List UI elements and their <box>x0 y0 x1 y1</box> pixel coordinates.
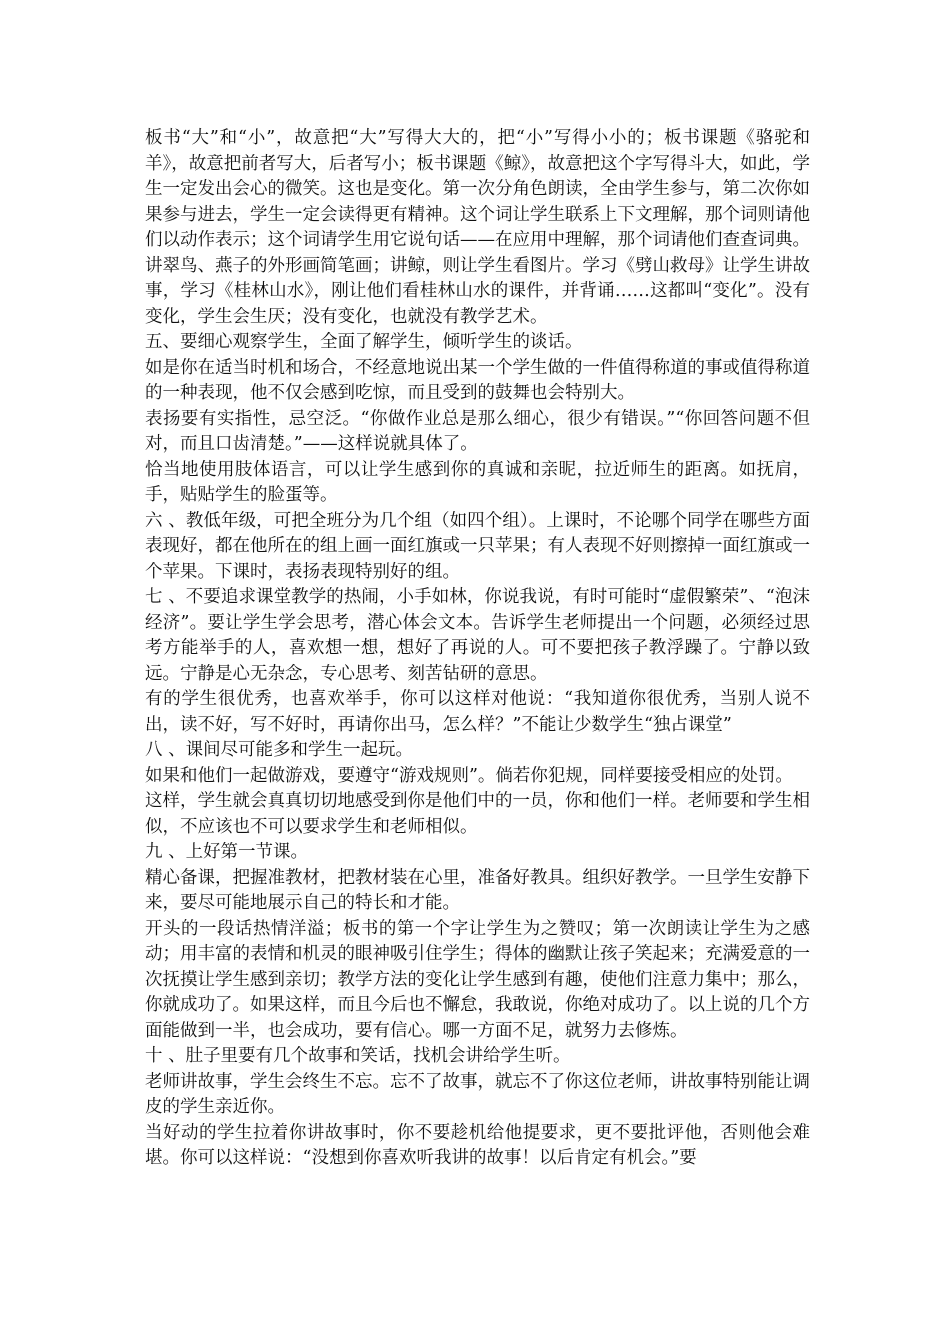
heading-section-6: 六 、教低年级，可把全班分为几个组（如四个组）。上课时，不论哪个同学在哪些方面表现好，都在他所在的组上画一面红旗或一只苹果；有人表现不好则擦掉一面红旗或一个苹果。下课时，表扬表现特别好的组。 <box>145 510 810 582</box>
paragraph-excellent-students: 有的学生很优秀，也喜欢举手，你可以这样对他说：“我知道你很优秀，当别人说不出，读不好，写不好时，再请你出马，怎么样？”不能让少数学生“独占课堂” <box>145 689 810 735</box>
document-body <box>145 126 810 1172</box>
paragraph-lesson-preparation: 精心备课，把握准教材，把教材装在心里，准备好教具。组织好教学。一旦学生安静下来，要尽可能地展示自己的特长和才能。 <box>145 867 810 913</box>
heading-section-5: 五、要细心观察学生，全面了解学生，倾听学生的谈话。 <box>145 332 583 352</box>
paragraph-first-lesson-success: 开头的一段话热情洋溢；板书的第一个字让学生为之赞叹；第一次朗读让学生为之感动；用丰富的表情和机灵的眼神吸引住学生；得体的幽默让孩子笑起来；充满爱意的一次抚摸让学生感到亲切；教学方法的变化让学生感到有趣，使他们注意力集中；那么，你就成功了。如果这样，而且今后也不懈怠，我敢说，你绝对成功了。以上说的几个方面能做到一半，也会成功，要有信心。哪一方面不足，就努力去修炼。 <box>145 918 810 1041</box>
paragraph-active-students: 当好动的学生拉着你讲故事时，你不要趁机给他提要求，更不要批评他，否则他会难堪。你可以这样说：“没想到你喜欢听我讲的故事！以后肯定有机会。”要 <box>145 1122 810 1168</box>
heading-section-10: 十 、肚子里要有几个故事和笑话，找机会讲给学生听。 <box>145 1046 571 1066</box>
heading-section-8: 八 、课间尽可能多和学生一起玩。 <box>145 740 414 760</box>
paragraph-specific-praise: 表扬要有实指性，忌空泛。“你做作业总是那么细心，很少有错误。”“你回答问题不但对，而且口齿清楚。”——这样说就具体了。 <box>145 408 810 454</box>
paragraph-teacher-like-students: 这样，学生就会真真切切地感受到你是他们中的一员，你和他们一样。老师要和学生相似，不应该也不可以要求学生和老师相似。 <box>145 791 810 837</box>
paragraph-body-language: 恰当地使用肢体语言，可以让学生感到你的真诚和亲昵，拉近师生的距离。如抚肩，手，贴贴学生的脸蛋等。 <box>145 459 810 505</box>
heading-section-7: 七 、不要追求课堂教学的热闹，小手如林，你说我说，有时可能时“虚假繁荣”、“泡沫经济”。要让学生学会思考，潜心体会文本。告诉学生老师提出一个问题，必须经过思考方能举手的人，喜欢想一想，想好了再说的人。可不要把孩子教浮躁了。宁静以致远。宁静是心无杂念，专心思考、刻苦钻研的意思。 <box>145 587 810 684</box>
paragraph-praise-surprise: 如是你在适当时机和场合，不经意地说出某一个学生做的一件值得称道的事或值得称道的一种表现，他不仅会感到吃惊，而且受到的鼓舞也会特别大。 <box>145 357 810 403</box>
paragraph-game-rules: 如果和他们一起做游戏，要遵守“游戏规则”。倘若你犯规，同样要接受相应的处罚。 <box>145 765 793 786</box>
paragraph-board-writing-variation: 板书“大”和“小”，故意把“大”写得大大的，把“小”写得小小的；板书课题《骆驼和羊》，故意把前者写大，后者写小；板书课题《鲸》，故意把这个字写得斗大，如此，学生一定发出会心的微笑。这也是变化。第一次分角色朗读，全由学生参与，第二次你如果参与进去，学生一定会读得更有精神。这个词让学生联系上下文理解，那个词则请他们以动作表示；这个词请学生用它说句话——在应用中理解，那个词请他们查查词典。讲翠鸟、燕子的外形画简笔画；讲鲸，则让学生看图片。学习《劈山救母》让学生讲故事，学习《桂林山水》，刚让他们看桂林山水的课件，并背诵……这都叫“变化”。没有变化，学生会生厌；没有变化，也就没有教学艺术。 <box>145 128 810 327</box>
heading-section-9: 九 、上好第一节课。 <box>145 842 309 862</box>
paragraph-storytelling: 老师讲故事，学生会终生不忘。忘不了故事，就忘不了你这位老师，讲故事特别能让调皮的学生亲近你。 <box>145 1071 810 1117</box>
